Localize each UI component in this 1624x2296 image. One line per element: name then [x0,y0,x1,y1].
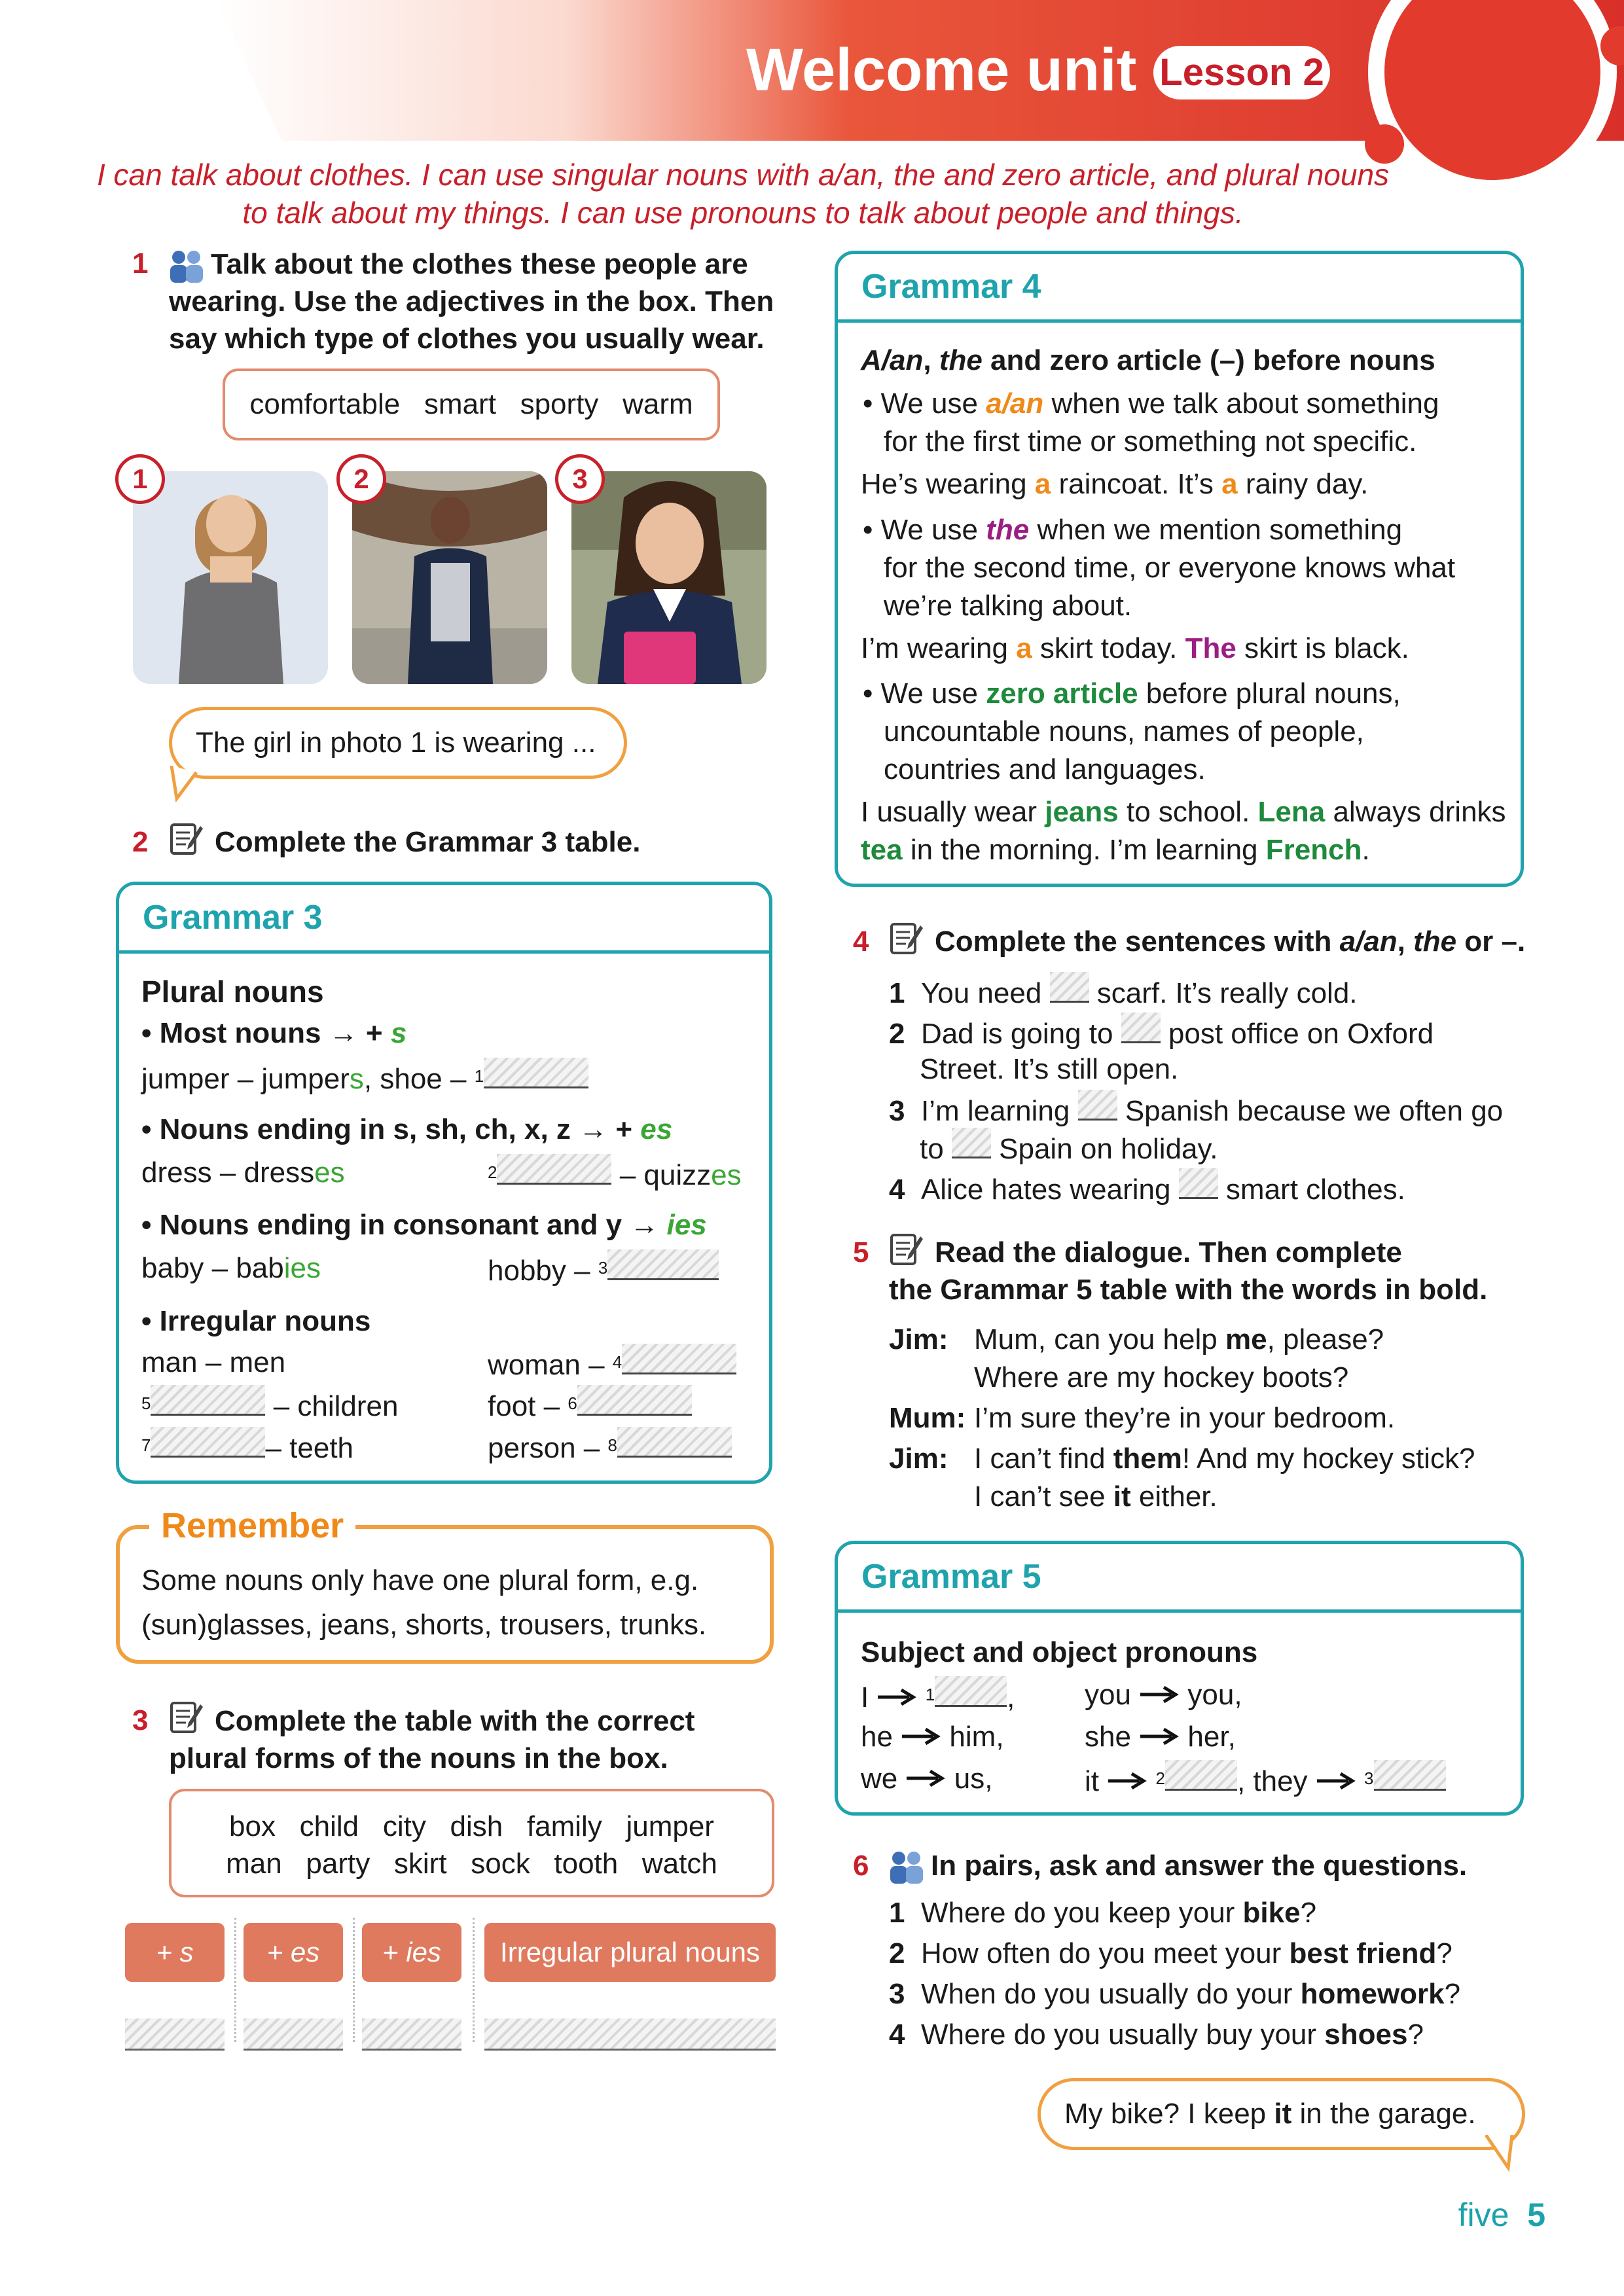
grammar-example: dress – dresses [141,1157,345,1189]
sentence: 3 I’m learning Spanish because we often go [889,1090,1503,1130]
photo-2 [352,471,547,684]
answer-blank[interactable] [952,1128,991,1158]
photo-1 [133,471,328,684]
sentence: 1 You need scarf. It’s really cold. [889,972,1358,1012]
column-divider [234,1918,236,2042]
remember-text: (sun)glasses, jeans, shorts, trousers, trunks. [141,1609,707,1641]
exercise-instruction: say which type of clothes you usually wear. [169,323,765,355]
answer-blank[interactable] [617,1427,732,1458]
grammar-example: hobby – $^3$ [488,1249,719,1289]
pronoun-pair: we us, [861,1763,993,1795]
exercise-instruction: Read the dialogue. Then complete [935,1236,1402,1268]
grammar-example: $^7$ – teeth [141,1427,353,1467]
column-header: Irregular plural nouns [484,1923,776,1982]
answer-blank[interactable] [497,1154,611,1185]
question: 4 Where do you usually buy your shoes? [889,2018,1424,2051]
grammar-rule: • Most nouns → + s [141,1017,407,1049]
pair-work-icon [168,249,204,283]
grammar-rule: for the second time, or everyone knows what [884,552,1456,584]
column-header: + es [244,1923,343,1982]
answer-line[interactable] [484,2018,776,2051]
arrow-right-icon [1139,1685,1180,1704]
answer-blank[interactable] [1078,1090,1117,1121]
grammar-title: Grammar 3 [119,885,769,954]
bubble-tail [1481,2135,1520,2174]
exercise-number: 1 [132,247,149,279]
table-column [484,1923,776,2051]
grammar-rule: • Nouns ending in consonant and y → ies [141,1209,707,1241]
column-divider [473,1918,475,2042]
answer-blank[interactable] [151,1385,265,1416]
dialogue-line: Where are my hockey boots? [974,1361,1349,1393]
exercise-instruction: Talk about the clothes these people are [211,248,748,280]
question: 3 When do you usually do your homework? [889,1978,1461,2010]
answer-blank[interactable] [607,1249,719,1280]
arrow-right-icon [1139,1727,1180,1746]
answer-blank[interactable] [1165,1760,1237,1791]
grammar-rule: we’re talking about. [884,590,1132,622]
grammar-example: I usually wear jeans to school. Lena always drinks [861,796,1506,828]
grammar-rule: for the first time or something not specific. [884,425,1417,457]
unit-title: Welcome unit [746,37,1137,103]
arrow-right-icon [1107,1771,1147,1791]
exercise-instruction: the Grammar 5 table with the words in bold. [889,1274,1488,1306]
word-box: comfortable smart sporty warm [223,368,720,440]
pronoun-pair: it $^2$ , they $^3$ [1085,1760,1446,1800]
grammar-subtitle: A/an, the and zero article (–) before nouns [861,344,1435,376]
photo-number: 2 [336,454,386,504]
photo-number: 3 [555,454,605,504]
grammar-example: $^5$ – children [141,1385,398,1425]
page-number: five 5 [1458,2197,1545,2233]
exercise-number: 2 [132,826,149,858]
column-header: + ies [362,1923,461,1982]
remember-text: Some nouns only have one plural form, e.g. [141,1564,699,1596]
speech-bubble: The girl in photo 1 is wearing ... [169,707,627,779]
photo-number: 1 [115,454,165,504]
arrow-right-icon [1316,1771,1356,1791]
remember-title: Remember [149,1505,355,1546]
speech-bubble: My bike? I keep it in the garage. [1038,2078,1525,2150]
answer-blank[interactable] [1179,1168,1218,1199]
word-box: box child city dish family jumper man party skirt sock tooth watch [169,1789,774,1897]
grammar-example: $^2$ – quizzes [488,1154,742,1194]
table-column [244,1923,343,2051]
question: 1 Where do you keep your bike? [889,1897,1317,1929]
speaker-name: Jim: [889,1443,948,1475]
sentence: Street. It’s still open. [920,1053,1179,1085]
grammar-example: woman – $^4$ [488,1344,736,1384]
grammar-rule: • Irregular nouns [141,1305,371,1337]
grammar-subtitle: Subject and object pronouns [861,1636,1258,1668]
arrow-right-icon [876,1687,917,1707]
exercise-instruction: Complete the sentences with a/an, the or –. [935,925,1526,958]
grammar-rule: • Nouns ending in s, sh, ch, x, z → + es [141,1113,673,1145]
grammar-example: jumper – jumpers, shoe – $^1$ [141,1058,588,1098]
answer-line[interactable] [244,2018,343,2051]
dialogue-line: I can’t find them! And my hockey stick? [974,1443,1475,1475]
grammar-example: person – $^8$ [488,1427,732,1467]
answer-line[interactable] [125,2018,225,2051]
question: 2 How often do you meet your best friend? [889,1937,1453,1969]
grammar-example: foot – $^6$ [488,1385,692,1425]
learning-objectives: I can talk about clothes. I can use singular nouns with a/an, the and zero article, and plural nouns to talk about my things. I can use pronouns to talk about people and things. [96,158,1390,230]
grammar-example: tea in the morning. I’m learning French. [861,834,1370,866]
decorative-circle [1362,0,1624,196]
exercise-instruction: In pairs, ask and answer the questions. [931,1850,1468,1882]
grammar-example: baby – babies [141,1252,321,1284]
answer-blank[interactable] [1374,1760,1446,1791]
table-column [125,1923,225,2051]
grammar-title: Grammar 5 [838,1544,1521,1613]
arrow-right-icon [901,1727,941,1746]
grammar-example: He’s wearing a raincoat. It’s a rainy day. [861,468,1369,500]
exercise-instruction: wearing. Use the adjectives in the box. Then [169,285,774,317]
exercise-number: 6 [853,1850,869,1882]
grammar-title: Grammar 4 [838,254,1521,323]
dialogue-line: Mum, can you help me, please? [974,1323,1384,1355]
dialogue-line: I’m sure they’re in your bedroom. [974,1402,1396,1434]
writing-icon [169,821,204,856]
grammar-example: man – men [141,1346,286,1378]
writing-icon [169,1699,204,1734]
pair-work-icon [888,1850,924,1884]
grammar-rule: • We use the when we mention something [863,514,1403,546]
speaker-name: Jim: [889,1323,948,1355]
photo-3 [571,471,767,684]
column-header: + s [125,1923,225,1982]
answer-blank[interactable] [1050,972,1089,1003]
pronoun-pair: I $^1$ , [861,1676,1015,1716]
grammar-rule: uncountable nouns, names of people, [884,715,1364,747]
exercise-instruction: Complete the Grammar 3 table. [215,826,641,858]
column-divider [353,1918,355,2042]
speaker-name: Mum: [889,1402,966,1434]
grammar-example: I’m wearing a skirt today. The skirt is black. [861,632,1409,664]
grammar-rule: • We use zero article before plural nouns, [863,677,1401,709]
arrow-right-icon [905,1768,946,1788]
bubble-tail [164,766,203,805]
sentence: 2 Dad is going to post office on Oxford [889,1013,1434,1052]
grammar-rule: countries and languages. [884,753,1206,785]
answer-blank[interactable] [935,1676,1007,1707]
lesson-badge: Lesson 2 [1153,46,1330,99]
pronoun-pair: you you, [1085,1679,1242,1711]
exercise-instruction: plural forms of the nouns in the box. [169,1742,668,1774]
exercise-number: 3 [132,1704,149,1736]
sentence: 4 Alice hates wearing smart clothes. [889,1168,1405,1208]
writing-icon [889,920,924,956]
answer-blank[interactable] [577,1385,692,1416]
sentence: to Spain on holiday. [920,1128,1218,1168]
exercise-number: 4 [853,925,869,958]
grammar-rule: • We use a/an when we talk about something [863,387,1439,420]
answer-blank[interactable] [484,1058,588,1088]
grammar-subtitle: Plural nouns [141,975,324,1009]
answer-line[interactable] [362,2018,461,2051]
answer-blank[interactable] [151,1427,265,1458]
pronoun-pair: she her, [1085,1721,1236,1753]
answer-blank[interactable] [1121,1013,1161,1043]
answer-blank[interactable] [622,1344,736,1374]
table-column [362,1923,461,2051]
exercise-instruction: Complete the table with the correct [215,1705,695,1737]
dialogue-line: I can’t see it either. [974,1480,1218,1513]
writing-icon [889,1231,924,1266]
pronoun-pair: he him, [861,1721,1004,1753]
exercise-number: 5 [853,1236,869,1268]
